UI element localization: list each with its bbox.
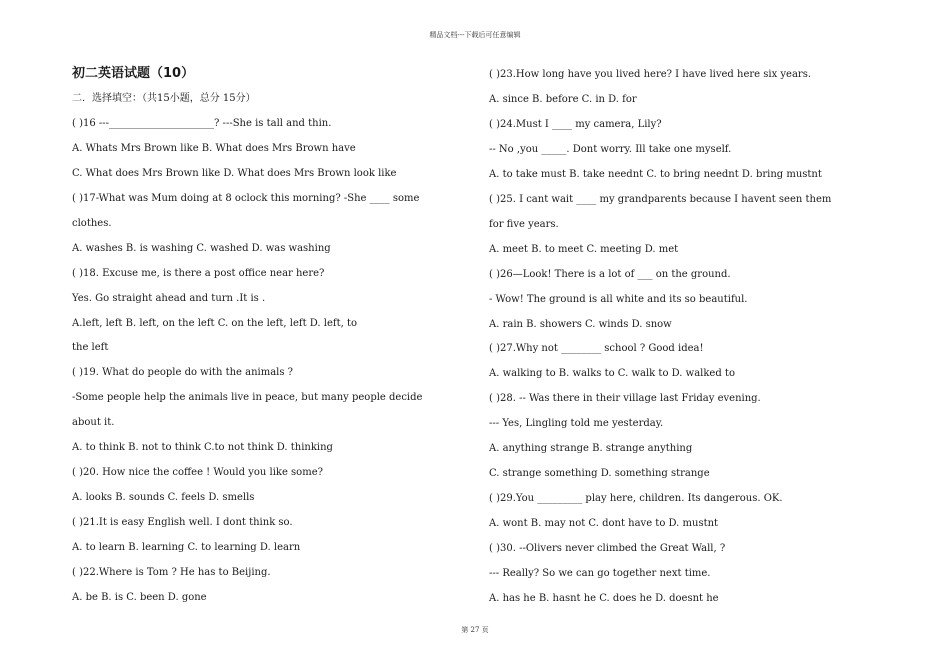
text-line: A. meet B. to meet C. meeting D. met <box>489 243 679 255</box>
text-line: ( )25. I cant wait ____ my grandparents because I havent seen them <box>489 193 832 205</box>
text-line: A. to think B. not to think C.to not think D. thinking <box>72 442 333 454</box>
text-line: A. rain B. showers C. winds D. snow <box>489 318 672 330</box>
text-line: A. walking to B. walks to C. walk to D. walked to <box>489 368 735 380</box>
text-line: ( )23.How long have you lived here? I have lived here six years. <box>489 69 812 80</box>
text-line: ( )29.You _________ play here, children. Its dangerous. OK. <box>489 493 783 505</box>
text-line: ( )28. -- Was there in their village last Friday evening. <box>489 393 761 405</box>
text-line: ( )20. How nice the coffee ! Would you like some? <box>72 467 323 479</box>
text-line: Yes. Go straight ahead and turn .It is . <box>72 292 266 304</box>
text-line: --- Yes, Lingling told me yesterday. <box>489 418 664 430</box>
text-line: ( )24.Must I ____ my camera, Lily? <box>489 118 662 130</box>
text-line: 二．选择填空：（共15小题，总分 15分） <box>72 92 256 104</box>
text-line: about it. <box>72 417 115 429</box>
text-line: A. anything strange B. strange anything <box>489 443 693 455</box>
text-line: ( )27.Why not ________ school ? Good idea! <box>489 343 704 355</box>
text-line: --- Really? So we can go together next time. <box>489 568 711 579</box>
text-line: for five years. <box>489 218 559 230</box>
text-line: ( )18. Excuse me, is there a post office near here? <box>72 267 325 279</box>
text-line: A. Whats Mrs Brown like B. What does Mrs Brown have <box>72 142 356 154</box>
text-line: the left <box>72 342 109 354</box>
text-line: A. to learn B. learning C. to learning D. learn <box>72 542 301 554</box>
text-line: ( )17-What was Mum doing at 8 oclock this morning? -She ____ some <box>72 192 420 204</box>
text-line: A. to take must B. take neednt C. to bring neednt D. bring mustnt <box>489 168 822 180</box>
text-line: clothes. <box>72 217 112 229</box>
text-line: A. wont B. may not C. dont have to D. mustnt <box>489 518 719 530</box>
text-line: A. washes B. is washing C. washed D. was washing <box>72 242 331 254</box>
text-line: ( )16 ---_____________________? ---She is tall and thin. <box>72 117 332 129</box>
text-line: A. looks B. sounds C. feels D. smells <box>72 492 255 504</box>
text-line: ( )21.It is easy English well. I dont think so. <box>72 517 293 529</box>
page-header: 精品文档---下载后可任意编辑 <box>429 31 521 39</box>
text-line: ( )26—Look! There is a lot of ___ on the ground. <box>489 268 731 280</box>
text-line: -Some people help the animals live in peace, but many people decide <box>72 392 423 404</box>
page-footer: 第 27 页 <box>461 626 489 634</box>
text-line: - Wow! The ground is all white and its so beautiful. <box>489 293 748 305</box>
text-line: A.left, left B. left, on the left C. on the left, left D. left, to <box>72 317 358 329</box>
text-line: -- No ,you _____. Dont worry. Ill take one myself. <box>489 143 732 155</box>
text-line: C. What does Mrs Brown like D. What does Mrs Brown look like <box>72 167 397 179</box>
text-line: C. strange something D. something strange <box>489 468 710 480</box>
text-line: A. since B. before C. in D. for <box>489 93 637 105</box>
text-line: ( )19. What do people do with the animals ? <box>72 367 294 379</box>
text-line: ( )30. --Olivers never climbed the Great Wall, ? <box>489 543 726 555</box>
text-line: ( )22.Where is Tom ? He has to Beijing. <box>72 567 271 578</box>
text-line: A. be B. is C. been D. gone <box>72 591 207 603</box>
text-line: A. has he B. hasnt he C. does he D. doesnt he <box>489 592 719 604</box>
page-title: 初二英语试题（10） <box>72 66 195 81</box>
